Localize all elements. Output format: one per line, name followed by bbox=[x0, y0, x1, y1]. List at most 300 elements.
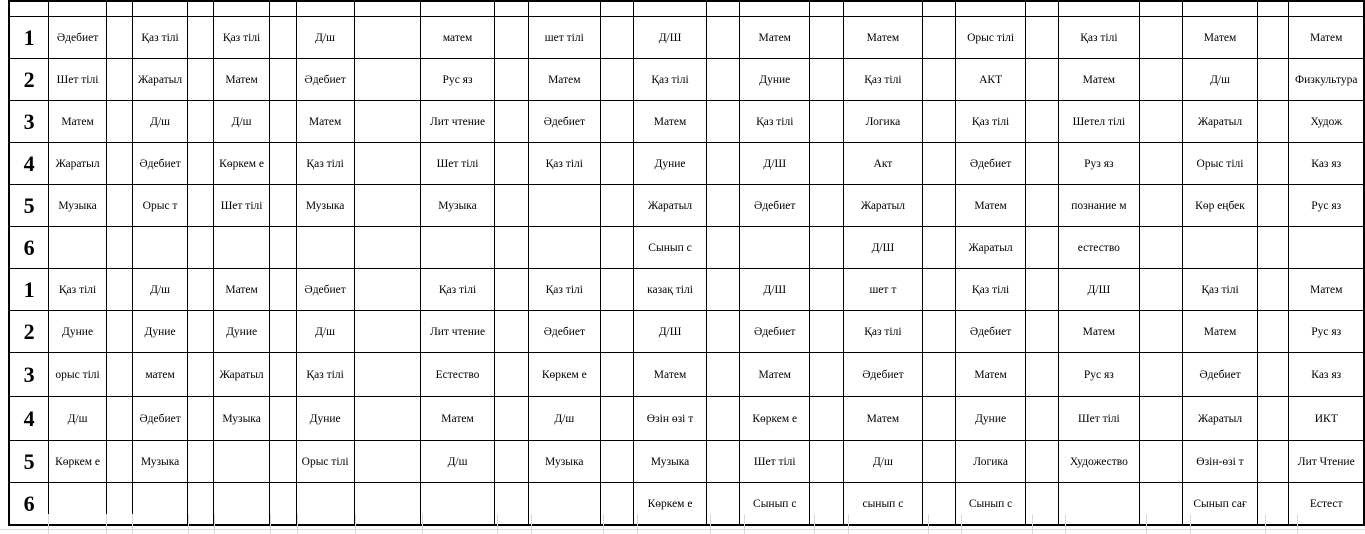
table-cell[interactable] bbox=[270, 1, 297, 17]
empty-cell[interactable] bbox=[188, 143, 214, 185]
table-cell[interactable] bbox=[9, 1, 49, 17]
subject-cell[interactable]: Көркем е bbox=[740, 397, 810, 441]
empty-cell[interactable] bbox=[1139, 397, 1182, 441]
subject-cell[interactable]: Матем bbox=[528, 59, 600, 101]
subject-cell[interactable]: Музыка bbox=[132, 441, 188, 483]
empty-cell[interactable] bbox=[600, 311, 634, 353]
empty-cell[interactable] bbox=[270, 441, 297, 483]
table-cell[interactable] bbox=[1139, 1, 1182, 17]
subject-cell[interactable]: Орыс тілі bbox=[296, 441, 354, 483]
subject-cell[interactable]: Әдебиет bbox=[740, 185, 810, 227]
empty-cell[interactable] bbox=[296, 227, 354, 269]
empty-cell[interactable] bbox=[923, 17, 956, 59]
empty-cell[interactable] bbox=[923, 311, 956, 353]
subject-cell[interactable]: Матем bbox=[634, 101, 707, 143]
empty-cell[interactable] bbox=[106, 185, 132, 227]
empty-cell[interactable] bbox=[106, 227, 132, 269]
subject-cell[interactable]: Сынып с bbox=[740, 483, 810, 526]
empty-cell[interactable] bbox=[1139, 185, 1182, 227]
subject-cell[interactable]: матем bbox=[420, 17, 495, 59]
subject-cell[interactable]: Матем bbox=[1289, 17, 1364, 59]
empty-cell[interactable] bbox=[188, 269, 214, 311]
empty-cell[interactable] bbox=[600, 17, 634, 59]
empty-cell[interactable] bbox=[1257, 227, 1289, 269]
empty-cell[interactable] bbox=[600, 143, 634, 185]
empty-cell[interactable] bbox=[354, 17, 420, 59]
empty-cell[interactable] bbox=[270, 185, 297, 227]
subject-cell[interactable]: Қаз тілі bbox=[528, 143, 600, 185]
empty-cell[interactable] bbox=[1139, 227, 1182, 269]
table-cell[interactable] bbox=[1257, 1, 1289, 17]
subject-cell[interactable]: Әдебиет bbox=[528, 311, 600, 353]
subject-cell[interactable]: Сынып с bbox=[634, 227, 707, 269]
subject-cell[interactable]: Қаз тілі bbox=[955, 101, 1026, 143]
subject-cell[interactable]: орыс тілі bbox=[49, 353, 107, 397]
subject-cell[interactable]: Д/Ш bbox=[843, 227, 923, 269]
table-cell[interactable] bbox=[188, 1, 214, 17]
subject-cell[interactable]: Көркем е bbox=[49, 441, 107, 483]
subject-cell[interactable]: Матем bbox=[49, 101, 107, 143]
subject-cell[interactable]: Қаз тілі bbox=[634, 59, 707, 101]
empty-cell[interactable] bbox=[106, 269, 132, 311]
subject-cell[interactable]: Руз яз bbox=[1059, 143, 1140, 185]
table-cell[interactable] bbox=[132, 1, 188, 17]
table-cell[interactable] bbox=[296, 1, 354, 17]
subject-cell[interactable]: Д/ш bbox=[1183, 59, 1258, 101]
subject-cell[interactable]: Қаз тілі bbox=[132, 17, 188, 59]
empty-cell[interactable] bbox=[600, 59, 634, 101]
subject-cell[interactable]: Д/Ш bbox=[634, 17, 707, 59]
empty-cell[interactable] bbox=[270, 311, 297, 353]
subject-cell[interactable]: Музыка bbox=[49, 185, 107, 227]
empty-cell[interactable] bbox=[810, 101, 844, 143]
empty-cell[interactable] bbox=[354, 143, 420, 185]
empty-cell[interactable] bbox=[1026, 59, 1059, 101]
subject-cell[interactable]: Логика bbox=[843, 101, 923, 143]
subject-cell[interactable]: Қаз тілі bbox=[843, 59, 923, 101]
empty-cell[interactable] bbox=[188, 101, 214, 143]
empty-cell[interactable] bbox=[354, 353, 420, 397]
empty-cell[interactable] bbox=[354, 185, 420, 227]
empty-cell[interactable] bbox=[106, 353, 132, 397]
subject-cell[interactable]: Қаз тілі bbox=[296, 353, 354, 397]
subject-cell[interactable]: Матем bbox=[296, 101, 354, 143]
table-cell[interactable] bbox=[106, 1, 132, 17]
subject-cell[interactable]: АКТ bbox=[955, 59, 1026, 101]
empty-cell[interactable] bbox=[270, 227, 297, 269]
subject-cell[interactable]: Қаз тілі bbox=[1183, 269, 1258, 311]
subject-cell[interactable]: Дуние bbox=[132, 311, 188, 353]
lesson-number[interactable]: 3 bbox=[9, 101, 49, 143]
subject-cell[interactable]: Дуние bbox=[296, 397, 354, 441]
subject-cell[interactable]: Қаз тілі bbox=[49, 269, 107, 311]
subject-cell[interactable]: Дуние bbox=[214, 311, 270, 353]
empty-cell[interactable] bbox=[106, 143, 132, 185]
subject-cell[interactable]: Әдебиет bbox=[740, 311, 810, 353]
subject-cell[interactable]: Жаратыл bbox=[1183, 397, 1258, 441]
table-cell[interactable] bbox=[214, 1, 270, 17]
subject-cell[interactable]: Орыс тілі bbox=[955, 17, 1026, 59]
subject-cell[interactable]: Жаратыл bbox=[634, 185, 707, 227]
empty-cell[interactable] bbox=[706, 143, 740, 185]
subject-cell[interactable]: Шет тілі bbox=[214, 185, 270, 227]
empty-cell[interactable] bbox=[923, 227, 956, 269]
lesson-number[interactable]: 1 bbox=[9, 17, 49, 59]
empty-cell[interactable] bbox=[188, 227, 214, 269]
subject-cell[interactable]: Әдебиет bbox=[955, 311, 1026, 353]
subject-cell[interactable]: Әдебиет bbox=[955, 143, 1026, 185]
empty-cell[interactable] bbox=[706, 269, 740, 311]
subject-cell[interactable]: Қаз тілі bbox=[843, 311, 923, 353]
lesson-number[interactable]: 5 bbox=[9, 441, 49, 483]
lesson-number[interactable]: 4 bbox=[9, 397, 49, 441]
empty-cell[interactable] bbox=[495, 397, 529, 441]
empty-cell[interactable] bbox=[600, 269, 634, 311]
table-cell[interactable] bbox=[843, 1, 923, 17]
subject-cell[interactable]: Матем bbox=[955, 185, 1026, 227]
empty-cell[interactable] bbox=[1026, 101, 1059, 143]
subject-cell[interactable]: Матем bbox=[1289, 269, 1364, 311]
subject-cell[interactable]: Матем bbox=[843, 397, 923, 441]
subject-cell[interactable]: Жаратыл bbox=[1183, 101, 1258, 143]
empty-cell[interactable] bbox=[495, 227, 529, 269]
subject-cell[interactable]: Д/ш bbox=[296, 17, 354, 59]
empty-cell[interactable] bbox=[106, 17, 132, 59]
subject-cell[interactable]: Д/ш bbox=[132, 269, 188, 311]
subject-cell[interactable]: Матем bbox=[420, 397, 495, 441]
empty-cell[interactable] bbox=[132, 227, 188, 269]
table-cell[interactable] bbox=[810, 1, 844, 17]
empty-cell[interactable] bbox=[188, 397, 214, 441]
subject-cell[interactable]: Көркем е bbox=[528, 353, 600, 397]
empty-cell[interactable] bbox=[106, 311, 132, 353]
empty-cell[interactable] bbox=[495, 353, 529, 397]
empty-cell[interactable] bbox=[810, 397, 844, 441]
empty-cell[interactable] bbox=[188, 59, 214, 101]
empty-cell[interactable] bbox=[600, 397, 634, 441]
empty-cell[interactable] bbox=[270, 397, 297, 441]
subject-cell[interactable]: Орыс т bbox=[132, 185, 188, 227]
subject-cell[interactable]: Шет тілі bbox=[49, 59, 107, 101]
table-cell[interactable] bbox=[495, 1, 529, 17]
subject-cell[interactable]: Әдебиет bbox=[132, 397, 188, 441]
subject-cell[interactable]: Шет тілі bbox=[420, 143, 495, 185]
empty-cell[interactable] bbox=[600, 353, 634, 397]
subject-cell[interactable]: Қаз тілі bbox=[296, 143, 354, 185]
subject-cell[interactable]: естество bbox=[1059, 227, 1140, 269]
subject-cell[interactable]: шет тілі bbox=[528, 17, 600, 59]
subject-cell[interactable]: Жаратыл bbox=[132, 59, 188, 101]
empty-cell[interactable] bbox=[354, 269, 420, 311]
empty-cell[interactable] bbox=[354, 227, 420, 269]
empty-cell[interactable] bbox=[923, 441, 956, 483]
empty-cell[interactable] bbox=[1026, 227, 1059, 269]
subject-cell[interactable]: матем bbox=[132, 353, 188, 397]
subject-cell[interactable]: Д/ш bbox=[843, 441, 923, 483]
table-cell[interactable] bbox=[1059, 1, 1140, 17]
table-cell[interactable] bbox=[49, 1, 107, 17]
subject-cell[interactable]: Әдебиет bbox=[132, 143, 188, 185]
empty-cell[interactable] bbox=[923, 269, 956, 311]
empty-cell[interactable] bbox=[270, 101, 297, 143]
empty-cell[interactable] bbox=[495, 185, 529, 227]
empty-cell[interactable] bbox=[106, 101, 132, 143]
empty-cell[interactable] bbox=[354, 101, 420, 143]
subject-cell[interactable]: Өзін өзі т bbox=[634, 397, 707, 441]
empty-cell[interactable] bbox=[270, 353, 297, 397]
empty-cell[interactable] bbox=[495, 143, 529, 185]
subject-cell[interactable]: ИКТ bbox=[1289, 397, 1364, 441]
subject-cell[interactable]: Д/ш bbox=[528, 397, 600, 441]
table-cell[interactable] bbox=[923, 1, 956, 17]
empty-cell[interactable] bbox=[706, 441, 740, 483]
subject-cell[interactable]: Жаратыл bbox=[843, 185, 923, 227]
subject-cell[interactable]: Көр еңбек bbox=[1183, 185, 1258, 227]
empty-cell[interactable] bbox=[810, 143, 844, 185]
subject-cell[interactable]: Әдебиет bbox=[49, 17, 107, 59]
subject-cell[interactable]: Әдебиет bbox=[296, 59, 354, 101]
empty-cell[interactable] bbox=[1139, 101, 1182, 143]
subject-cell[interactable]: Д/Ш bbox=[740, 269, 810, 311]
empty-cell[interactable] bbox=[1257, 101, 1289, 143]
subject-cell[interactable]: Сынып сағ bbox=[1183, 483, 1258, 526]
empty-cell[interactable] bbox=[1139, 311, 1182, 353]
empty-cell[interactable] bbox=[188, 353, 214, 397]
subject-cell[interactable]: Лит чтение bbox=[420, 101, 495, 143]
empty-cell[interactable] bbox=[923, 59, 956, 101]
subject-cell[interactable]: Әдебиет bbox=[296, 269, 354, 311]
empty-cell[interactable] bbox=[923, 185, 956, 227]
subject-cell[interactable]: Музыка bbox=[634, 441, 707, 483]
subject-cell[interactable]: Д/ш bbox=[49, 397, 107, 441]
subject-cell[interactable]: Акт bbox=[843, 143, 923, 185]
subject-cell[interactable]: Д/ш bbox=[296, 311, 354, 353]
empty-cell[interactable] bbox=[188, 185, 214, 227]
empty-cell[interactable] bbox=[1026, 17, 1059, 59]
subject-cell[interactable]: Лит Чтение bbox=[1289, 441, 1364, 483]
subject-cell[interactable]: познание м bbox=[1059, 185, 1140, 227]
empty-cell[interactable] bbox=[600, 441, 634, 483]
subject-cell[interactable]: Қаз тілі bbox=[528, 269, 600, 311]
empty-cell[interactable] bbox=[810, 59, 844, 101]
empty-cell[interactable] bbox=[495, 17, 529, 59]
subject-cell[interactable]: Матем bbox=[843, 17, 923, 59]
subject-cell[interactable]: Әдебиет bbox=[843, 353, 923, 397]
empty-cell[interactable] bbox=[810, 185, 844, 227]
empty-cell[interactable] bbox=[923, 353, 956, 397]
empty-cell[interactable] bbox=[354, 59, 420, 101]
empty-cell[interactable] bbox=[270, 59, 297, 101]
empty-cell[interactable] bbox=[354, 397, 420, 441]
empty-cell[interactable] bbox=[810, 269, 844, 311]
empty-cell[interactable] bbox=[706, 397, 740, 441]
subject-cell[interactable]: Өзін-өзі т bbox=[1183, 441, 1258, 483]
subject-cell[interactable]: Рус яз bbox=[420, 59, 495, 101]
subject-cell[interactable]: Д/ш bbox=[420, 441, 495, 483]
lesson-number[interactable]: 6 bbox=[9, 227, 49, 269]
subject-cell[interactable]: Дуние bbox=[955, 397, 1026, 441]
subject-cell[interactable]: Қаз тілі bbox=[214, 17, 270, 59]
table-cell[interactable] bbox=[1026, 1, 1059, 17]
subject-cell[interactable]: Сынып с bbox=[955, 483, 1026, 526]
subject-cell[interactable]: Музыка bbox=[296, 185, 354, 227]
subject-cell[interactable]: Шетел тілі bbox=[1059, 101, 1140, 143]
subject-cell[interactable]: Рус яз bbox=[1059, 353, 1140, 397]
subject-cell[interactable]: Матем bbox=[214, 269, 270, 311]
empty-cell[interactable] bbox=[1257, 353, 1289, 397]
empty-cell[interactable] bbox=[1257, 185, 1289, 227]
lesson-number[interactable]: 2 bbox=[9, 59, 49, 101]
empty-cell[interactable] bbox=[106, 397, 132, 441]
empty-cell[interactable] bbox=[49, 227, 107, 269]
empty-cell[interactable] bbox=[270, 269, 297, 311]
empty-cell[interactable] bbox=[1257, 397, 1289, 441]
empty-cell[interactable] bbox=[1026, 397, 1059, 441]
empty-cell[interactable] bbox=[1026, 269, 1059, 311]
subject-cell[interactable]: Матем bbox=[740, 353, 810, 397]
empty-cell[interactable] bbox=[420, 227, 495, 269]
empty-cell[interactable] bbox=[706, 17, 740, 59]
subject-cell[interactable]: Қаз тілі bbox=[955, 269, 1026, 311]
subject-cell[interactable]: Матем bbox=[955, 353, 1026, 397]
empty-cell[interactable] bbox=[1257, 59, 1289, 101]
subject-cell[interactable]: Логика bbox=[955, 441, 1026, 483]
empty-cell[interactable] bbox=[1026, 185, 1059, 227]
subject-cell[interactable]: Художество bbox=[1059, 441, 1140, 483]
subject-cell[interactable]: Шет тілі bbox=[740, 441, 810, 483]
empty-cell[interactable] bbox=[1139, 269, 1182, 311]
empty-cell[interactable] bbox=[1257, 441, 1289, 483]
subject-cell[interactable]: Музыка bbox=[214, 397, 270, 441]
empty-cell[interactable] bbox=[188, 311, 214, 353]
subject-cell[interactable]: шет т bbox=[843, 269, 923, 311]
table-cell[interactable] bbox=[706, 1, 740, 17]
subject-cell[interactable]: Көркем е bbox=[214, 143, 270, 185]
empty-cell[interactable] bbox=[810, 353, 844, 397]
subject-cell[interactable]: Дуние bbox=[634, 143, 707, 185]
subject-cell[interactable]: Дуние bbox=[49, 311, 107, 353]
empty-cell[interactable] bbox=[810, 311, 844, 353]
subject-cell[interactable]: Матем bbox=[214, 59, 270, 101]
table-cell[interactable] bbox=[955, 1, 1026, 17]
empty-cell[interactable] bbox=[1139, 17, 1182, 59]
subject-cell[interactable]: Орыс тілі bbox=[1183, 143, 1258, 185]
empty-cell[interactable] bbox=[106, 59, 132, 101]
subject-cell[interactable]: Шет тілі bbox=[1059, 397, 1140, 441]
lesson-number[interactable]: 5 bbox=[9, 185, 49, 227]
subject-cell[interactable]: Лит чтение bbox=[420, 311, 495, 353]
table-cell[interactable] bbox=[420, 1, 495, 17]
empty-cell[interactable] bbox=[706, 311, 740, 353]
subject-cell[interactable]: Каз яз bbox=[1289, 143, 1364, 185]
empty-cell[interactable] bbox=[600, 185, 634, 227]
empty-cell[interactable] bbox=[1257, 143, 1289, 185]
empty-cell[interactable] bbox=[923, 143, 956, 185]
empty-cell[interactable] bbox=[706, 101, 740, 143]
subject-cell[interactable]: Қаз тілі bbox=[740, 101, 810, 143]
empty-cell[interactable] bbox=[1257, 17, 1289, 59]
subject-cell[interactable]: Музыка bbox=[528, 441, 600, 483]
subject-cell[interactable]: Д/ш bbox=[214, 101, 270, 143]
empty-cell[interactable] bbox=[706, 185, 740, 227]
table-cell[interactable] bbox=[528, 1, 600, 17]
subject-cell[interactable]: Матем bbox=[1183, 17, 1258, 59]
table-cell[interactable] bbox=[354, 1, 420, 17]
subject-cell[interactable]: Матем bbox=[1183, 311, 1258, 353]
lesson-number[interactable]: 2 bbox=[9, 311, 49, 353]
empty-cell[interactable] bbox=[810, 441, 844, 483]
empty-cell[interactable] bbox=[1183, 227, 1258, 269]
empty-cell[interactable] bbox=[1139, 59, 1182, 101]
subject-cell[interactable]: Қаз тілі bbox=[1059, 17, 1140, 59]
subject-cell[interactable]: Матем bbox=[1059, 59, 1140, 101]
empty-cell[interactable] bbox=[740, 227, 810, 269]
table-cell[interactable] bbox=[600, 1, 634, 17]
subject-cell[interactable]: Худож bbox=[1289, 101, 1364, 143]
subject-cell[interactable]: казақ тілі bbox=[634, 269, 707, 311]
empty-cell[interactable] bbox=[270, 143, 297, 185]
subject-cell[interactable]: Д/Ш bbox=[740, 143, 810, 185]
subject-cell[interactable]: Қаз тілі bbox=[420, 269, 495, 311]
empty-cell[interactable] bbox=[923, 101, 956, 143]
subject-cell[interactable]: Матем bbox=[740, 17, 810, 59]
empty-cell[interactable] bbox=[528, 185, 600, 227]
subject-cell[interactable]: Жаратыл bbox=[955, 227, 1026, 269]
empty-cell[interactable] bbox=[706, 353, 740, 397]
table-cell[interactable] bbox=[1183, 1, 1258, 17]
subject-cell[interactable]: Д/ш bbox=[132, 101, 188, 143]
subject-cell[interactable]: Каз яз bbox=[1289, 353, 1364, 397]
empty-cell[interactable] bbox=[706, 59, 740, 101]
subject-cell[interactable]: Физкультура bbox=[1289, 59, 1364, 101]
empty-cell[interactable] bbox=[354, 311, 420, 353]
empty-cell[interactable] bbox=[495, 311, 529, 353]
empty-cell[interactable] bbox=[1026, 311, 1059, 353]
subject-cell[interactable]: Рус яз bbox=[1289, 311, 1364, 353]
empty-cell[interactable] bbox=[495, 59, 529, 101]
subject-cell[interactable]: Көркем е bbox=[634, 483, 707, 526]
empty-cell[interactable] bbox=[354, 441, 420, 483]
empty-cell[interactable] bbox=[600, 101, 634, 143]
empty-cell[interactable] bbox=[495, 101, 529, 143]
empty-cell[interactable] bbox=[270, 17, 297, 59]
empty-cell[interactable] bbox=[1026, 143, 1059, 185]
empty-cell[interactable] bbox=[188, 17, 214, 59]
empty-cell[interactable] bbox=[528, 227, 600, 269]
lesson-number[interactable]: 6 bbox=[9, 483, 49, 526]
lesson-number[interactable]: 3 bbox=[9, 353, 49, 397]
subject-cell[interactable]: Матем bbox=[1059, 311, 1140, 353]
subject-cell[interactable]: Естество bbox=[420, 353, 495, 397]
empty-cell[interactable] bbox=[214, 227, 270, 269]
lesson-number[interactable]: 4 bbox=[9, 143, 49, 185]
empty-cell[interactable] bbox=[1257, 311, 1289, 353]
empty-cell[interactable] bbox=[495, 441, 529, 483]
subject-cell[interactable]: Жаратыл bbox=[214, 353, 270, 397]
subject-cell[interactable]: Дуние bbox=[740, 59, 810, 101]
empty-cell[interactable] bbox=[495, 269, 529, 311]
subject-cell[interactable]: Әдебиет bbox=[528, 101, 600, 143]
lesson-number[interactable]: 1 bbox=[9, 269, 49, 311]
empty-cell[interactable] bbox=[1026, 441, 1059, 483]
empty-cell[interactable] bbox=[214, 441, 270, 483]
subject-cell[interactable]: Матем bbox=[634, 353, 707, 397]
empty-cell[interactable] bbox=[706, 227, 740, 269]
table-cell[interactable] bbox=[1289, 1, 1364, 17]
empty-cell[interactable] bbox=[600, 227, 634, 269]
empty-cell[interactable] bbox=[1139, 353, 1182, 397]
subject-cell[interactable]: Естест bbox=[1289, 483, 1364, 526]
